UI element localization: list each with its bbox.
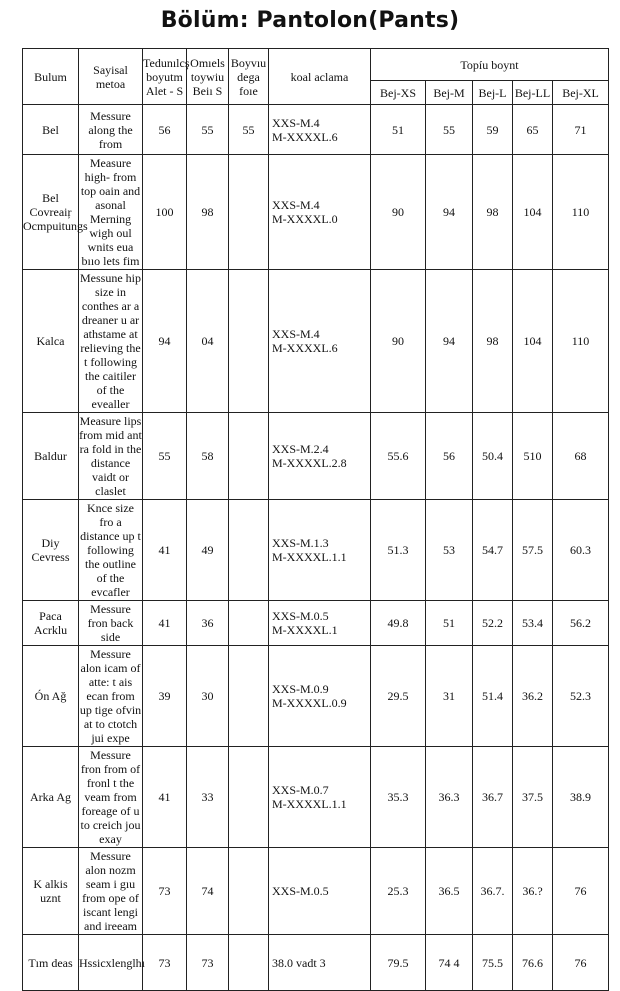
table-row: [23, 270, 609, 413]
header-size-xl: Bej-XL: [553, 81, 609, 105]
row-code-line: XXS-M.0.5: [272, 609, 329, 623]
row-label: Bel: [23, 105, 79, 155]
row-col3-value: 55: [143, 413, 187, 500]
row-col5-value: [229, 601, 269, 646]
table-row: [23, 601, 609, 646]
row-size-value: 68: [553, 413, 609, 500]
row-size-value: 51: [426, 601, 473, 646]
row-code-line: XXS-M.0.5: [272, 884, 329, 898]
row-size-value: 49.8: [371, 601, 426, 646]
row-size-value: 36.7: [473, 747, 513, 848]
row-code: [269, 155, 371, 270]
row-code: [269, 848, 371, 935]
row-label: Kalca: [23, 270, 79, 413]
row-label: Ón Ağ: [23, 646, 79, 747]
row-size-value: 74 4: [426, 935, 473, 991]
row-col3-value: 100: [143, 155, 187, 270]
row-col4-value: 36: [187, 601, 229, 646]
row-size-value: 79.5: [371, 935, 426, 991]
page-title: Bölüm: Pantolon(Pants): [160, 8, 460, 33]
row-code-line: XXS-M.1.3: [272, 536, 329, 550]
row-size-value: 51.4: [473, 646, 513, 747]
row-size-value: 36.3: [426, 747, 473, 848]
header-bulum: Bulum: [23, 49, 79, 105]
row-col3-value: 39: [143, 646, 187, 747]
header-code: koal aclama: [269, 49, 371, 105]
row-size-value: 65: [513, 105, 553, 155]
row-code: [269, 601, 371, 646]
row-size-value: 104: [513, 155, 553, 270]
header-size-xs: Bej-XS: [371, 81, 426, 105]
row-label: Baldur: [23, 413, 79, 500]
row-code: [269, 105, 371, 155]
row-col5-value: [229, 935, 269, 991]
row-col5-value: [229, 270, 269, 413]
table-row: [23, 105, 609, 155]
row-code: [269, 747, 371, 848]
row-size-value: 50.4: [473, 413, 513, 500]
row-col3-value: 41: [143, 500, 187, 601]
row-method: Hssicxlenglhı: [79, 935, 143, 991]
row-size-value: 90: [371, 155, 426, 270]
row-col3-value: 41: [143, 747, 187, 848]
row-label: Paca Acrklu: [23, 601, 79, 646]
header-col5: Boyvıu dega foıe: [229, 49, 269, 105]
row-size-value: 71: [553, 105, 609, 155]
row-code-line: M-XXXXL.6: [272, 341, 338, 355]
row-col4-value: 74: [187, 848, 229, 935]
row-col5-value: [229, 747, 269, 848]
size-spec-table: [22, 48, 609, 991]
row-size-value: 75.5: [473, 935, 513, 991]
row-method: Messure fron back side: [79, 601, 143, 646]
row-size-value: 55: [426, 105, 473, 155]
row-size-value: 52.2: [473, 601, 513, 646]
row-col3-value: 94: [143, 270, 187, 413]
row-code-line: M-XXXXL.1: [272, 623, 338, 637]
row-col4-value: 49: [187, 500, 229, 601]
row-size-value: 37.5: [513, 747, 553, 848]
row-code-line: M-XXXXL.1.1: [272, 797, 347, 811]
row-size-value: 36.7.: [473, 848, 513, 935]
row-label: Arka Ag: [23, 747, 79, 848]
row-size-value: 60.3: [553, 500, 609, 601]
row-size-value: 52.3: [553, 646, 609, 747]
row-code-line: XXS-M.2.4: [272, 442, 329, 456]
row-col4-value: 30: [187, 646, 229, 747]
table-row: [23, 935, 609, 991]
row-code-line: 38.0 vadt 3: [272, 955, 326, 970]
row-code-line: XXS-M.0.9: [272, 682, 329, 696]
table-row: [23, 155, 609, 270]
row-col4-value: 73: [187, 935, 229, 991]
header-size-group: Topíu boynt: [371, 49, 609, 81]
row-method: Messure along the from: [79, 105, 143, 155]
row-col4-value: 33: [187, 747, 229, 848]
table-row: [23, 747, 609, 848]
row-size-value: 55.6: [371, 413, 426, 500]
row-size-value: 76: [553, 935, 609, 991]
table-row: [23, 413, 609, 500]
row-size-value: 31: [426, 646, 473, 747]
row-size-value: 110: [553, 155, 609, 270]
row-size-value: 57.5: [513, 500, 553, 601]
row-code: [269, 646, 371, 747]
row-size-value: 51.3: [371, 500, 426, 601]
row-col5-value: [229, 646, 269, 747]
row-code: [269, 935, 371, 991]
row-code: [269, 500, 371, 601]
row-method: Measure lips from mid ant ra fold in the distance vaidt or claslet: [79, 414, 142, 498]
row-method: Messure fron from of fronl t the veam from foreage of u to creich jou exay: [79, 747, 143, 848]
row-size-value: 104: [513, 270, 553, 413]
row-label: Tım deas: [23, 935, 79, 991]
row-col3-value: 41: [143, 601, 187, 646]
row-code-line: M-XXXXL.1.1: [272, 550, 347, 564]
row-size-value: 59: [473, 105, 513, 155]
row-size-value: 76: [553, 848, 609, 935]
row-size-value: 25.3: [371, 848, 426, 935]
row-code-line: XXS-M.0.7: [272, 783, 329, 797]
row-size-value: 90: [371, 270, 426, 413]
row-col5-value: [229, 848, 269, 935]
row-col3-value: 73: [143, 935, 187, 991]
row-size-value: 36.2: [513, 646, 553, 747]
row-size-value: 510: [513, 413, 553, 500]
header-col4: Omıels toywiu Beiı S: [187, 49, 229, 105]
row-label: Diy Cevress: [23, 500, 79, 601]
header-size-m: Bej-M: [426, 81, 473, 105]
row-col5-value: 55: [229, 105, 269, 155]
table-row: [23, 848, 609, 935]
row-size-value: 36.5: [426, 848, 473, 935]
row-method: Measure high- from top oain and asonal Merning wigh oul wnits eua bııo lets fim: [79, 155, 143, 270]
row-size-value: 51: [371, 105, 426, 155]
header-size-ll: Bej-LL: [513, 81, 553, 105]
row-size-value: 53.4: [513, 601, 553, 646]
row-method: Messure alon nozm seam i gıu from ope of iscant lengi and ireeam: [79, 848, 143, 935]
row-size-value: 36.?: [513, 848, 553, 935]
row-size-value: 56: [426, 413, 473, 500]
row-col4-value: 58: [187, 413, 229, 500]
row-col5-value: [229, 500, 269, 601]
row-col4-value: 98: [187, 155, 229, 270]
row-size-value: 94: [426, 270, 473, 413]
row-method: Messure alon icam of atte: t ais ecan from up tige ofvin at to ctotch jui expe: [79, 647, 142, 745]
row-code-line: XXS-M.4: [272, 115, 320, 130]
row-col3-value: 56: [143, 105, 187, 155]
row-method: Messune hip size in conthes ar a dreaner u ar athstame at relieving the t following the caitiler of the evealler: [80, 271, 141, 411]
row-col4-value: 55: [187, 105, 229, 155]
row-size-value: 98: [473, 270, 513, 413]
row-col5-value: [229, 155, 269, 270]
row-size-value: 76.6: [513, 935, 553, 991]
row-size-value: 38.9: [553, 747, 609, 848]
row-size-value: 94: [426, 155, 473, 270]
row-size-value: 110: [553, 270, 609, 413]
row-size-value: 53: [426, 500, 473, 601]
row-size-value: 56.2: [553, 601, 609, 646]
row-code-line: XXS-M.4: [272, 327, 320, 341]
row-code-line: M-XXXXL.2.8: [272, 456, 347, 470]
row-code-line: M-XXXXL.6: [272, 129, 338, 144]
row-code: [269, 413, 371, 500]
row-label: K alkis uznt: [23, 848, 79, 935]
header-col3: Tedunılcş boyutm Alet - S: [143, 49, 187, 105]
row-size-value: 35.3: [371, 747, 426, 848]
row-code-line: M-XXXXL.0.9: [272, 696, 347, 710]
table-row: [23, 646, 609, 747]
row-size-value: 29.5: [371, 646, 426, 747]
row-code-line: XXS-M.4: [272, 198, 320, 212]
row-code: [269, 270, 371, 413]
row-col3-value: 73: [143, 848, 187, 935]
row-label: Bel Covreaiŗ Ocmpuitungs: [23, 155, 79, 270]
row-col4-value: 04: [187, 270, 229, 413]
header-method: Sayisal metoa: [79, 49, 143, 105]
row-code-line: M-XXXXL.0: [272, 212, 338, 226]
header-size-l: Bej-L: [473, 81, 513, 105]
row-col5-value: [229, 413, 269, 500]
table-row: [23, 500, 609, 601]
row-size-value: 54.7: [473, 500, 513, 601]
row-method: Knce size fro a distance up t following the outline of the evcafler: [80, 501, 141, 599]
row-size-value: 98: [473, 155, 513, 270]
